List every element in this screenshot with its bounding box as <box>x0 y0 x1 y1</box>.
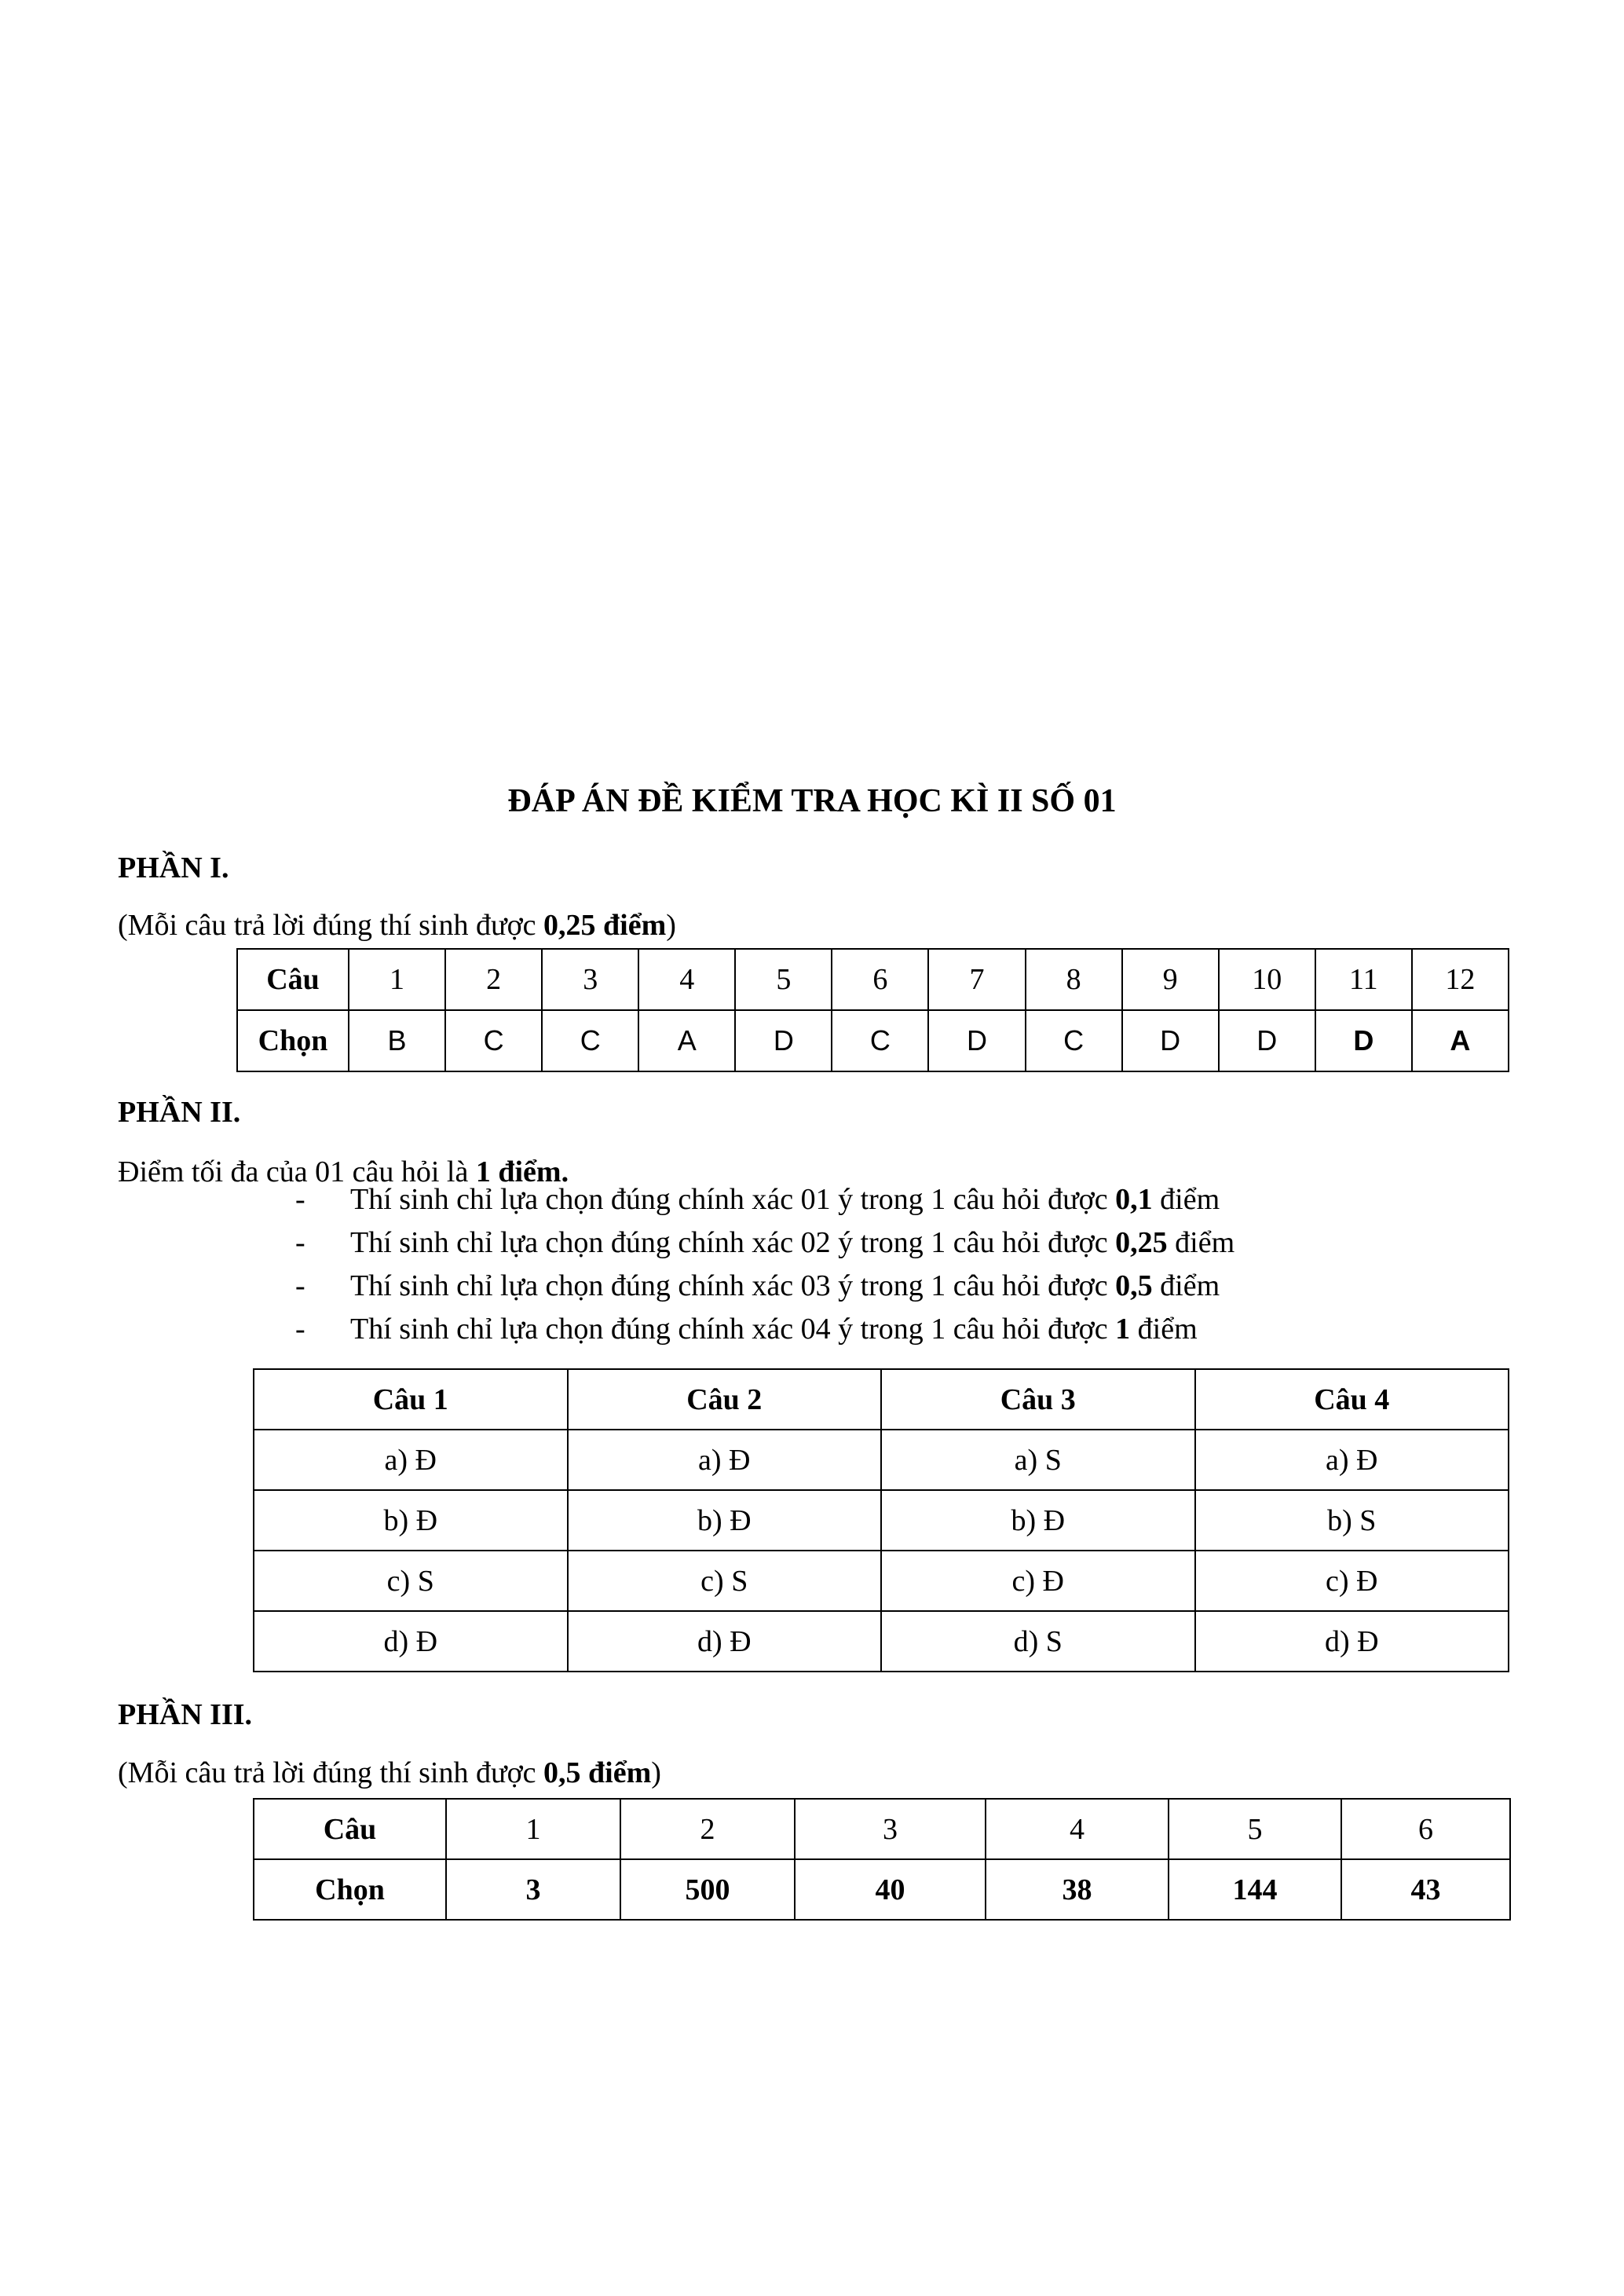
table-row <box>254 1551 1509 1611</box>
question-number: 4 <box>638 949 735 1010</box>
table-row <box>254 1490 1509 1551</box>
answer-choice: D <box>1219 1010 1315 1071</box>
answer-value: 3 <box>446 1859 620 1920</box>
question-number: 7 <box>928 949 1025 1010</box>
table-cell: d) S <box>881 1611 1195 1672</box>
rule-text: Thí sinh chỉ lựa chọn đúng chính xác 02 ý trong 1 câu hỏi được <box>350 1226 1116 1259</box>
table-row <box>254 1611 1509 1672</box>
table-cell: a) Đ <box>568 1430 882 1490</box>
column-header: Câu 1 <box>254 1369 568 1430</box>
row-header-answer: Chọn <box>254 1859 446 1920</box>
table-cell: b) S <box>1195 1490 1509 1551</box>
answer-choice: D <box>928 1010 1025 1071</box>
rule-text: Thí sinh chỉ lựa chọn đúng chính xác 01 ý trong 1 câu hỏi được <box>350 1183 1116 1216</box>
answer-value: 40 <box>795 1859 986 1920</box>
answer-choice: D <box>1315 1010 1412 1071</box>
question-number: 6 <box>832 949 928 1010</box>
question-number: 3 <box>542 949 638 1010</box>
question-number: 1 <box>446 1799 620 1859</box>
table-cell: d) Đ <box>568 1611 882 1672</box>
answer-choice: D <box>1122 1010 1219 1071</box>
answer-value: 38 <box>986 1859 1169 1920</box>
row-header-answer: Chọn <box>237 1010 349 1071</box>
question-number: 10 <box>1219 949 1315 1010</box>
question-number: 1 <box>349 949 445 1010</box>
rule-suffix: điểm <box>1167 1226 1235 1259</box>
rule-points: 0,25 <box>1115 1226 1168 1259</box>
part-3-heading: PHẦN III. <box>118 1698 253 1731</box>
part-3-note-prefix: (Mỗi câu trả lời đúng thí sinh được <box>118 1756 544 1789</box>
answer-choice: C <box>445 1010 542 1071</box>
answer-choice: D <box>735 1010 832 1071</box>
answer-choice: C <box>832 1010 928 1071</box>
table-cell: d) Đ <box>1195 1611 1509 1672</box>
table-cell: b) Đ <box>568 1490 882 1551</box>
table-cell: a) S <box>881 1430 1195 1490</box>
page-title: ĐÁP ÁN ĐỀ KIỂM TRA HỌC KÌ II SỐ 01 <box>507 783 1117 819</box>
rule-text: Thí sinh chỉ lựa chọn đúng chính xác 04 ý trong 1 câu hỏi được <box>350 1313 1116 1346</box>
question-number: 9 <box>1122 949 1219 1010</box>
part-3-note-points: 0,5 điểm <box>543 1756 652 1789</box>
table-cell: d) Đ <box>254 1611 568 1672</box>
table-row <box>254 1799 1510 1859</box>
rule-suffix: điểm <box>1152 1269 1220 1302</box>
part-2-max-points: 1 điểm. <box>475 1155 569 1188</box>
question-number: 11 <box>1315 949 1412 1010</box>
list-dash: - <box>295 1313 305 1346</box>
answer-choice: A <box>1412 1010 1509 1071</box>
rule-points: 1 <box>1115 1313 1131 1346</box>
table-cell: a) Đ <box>1195 1430 1509 1490</box>
rule-points: 0,1 <box>1115 1183 1153 1216</box>
answer-value: 144 <box>1169 1859 1341 1920</box>
list-dash: - <box>295 1269 305 1302</box>
table-row <box>237 1010 1509 1071</box>
table-cell: b) Đ <box>254 1490 568 1551</box>
part-3-scoring-note <box>118 1752 661 1794</box>
question-number: 2 <box>445 949 542 1010</box>
rule-points: 0,5 <box>1115 1269 1153 1302</box>
question-number: 8 <box>1026 949 1122 1010</box>
table-cell: c) S <box>568 1551 882 1611</box>
list-item <box>295 1308 1234 1351</box>
table-row <box>254 1859 1510 1920</box>
list-item <box>295 1178 1234 1221</box>
rule-suffix: điểm <box>1152 1183 1220 1216</box>
row-header-question: Câu <box>254 1799 446 1859</box>
list-item <box>295 1265 1234 1308</box>
question-number: 3 <box>795 1799 986 1859</box>
question-number: 6 <box>1341 1799 1510 1859</box>
part-1-heading: PHẦN I. <box>118 851 229 884</box>
part-3-note-suffix: ) <box>651 1756 661 1789</box>
answer-choice: C <box>1026 1010 1122 1071</box>
table-cell: c) Đ <box>881 1551 1195 1611</box>
part-2-heading: PHẦN II. <box>118 1096 241 1129</box>
part-3-answer-table <box>253 1798 1511 1921</box>
part-2-answer-table <box>253 1368 1509 1672</box>
column-header: Câu 4 <box>1195 1369 1509 1430</box>
table-row <box>254 1369 1509 1430</box>
question-number: 5 <box>1169 1799 1341 1859</box>
list-dash: - <box>295 1226 305 1259</box>
answer-value: 43 <box>1341 1859 1510 1920</box>
table-cell: c) Đ <box>1195 1551 1509 1611</box>
part-1-answer-table <box>236 948 1509 1072</box>
part-1-note-points: 0,25 điểm <box>543 909 667 942</box>
part-2-rules-list <box>295 1178 1234 1351</box>
question-number: 2 <box>620 1799 795 1859</box>
question-number: 12 <box>1412 949 1509 1010</box>
part-1-note-prefix: (Mỗi câu trả lời đúng thí sinh được <box>118 909 544 942</box>
list-dash: - <box>295 1183 305 1216</box>
rule-text: Thí sinh chỉ lựa chọn đúng chính xác 03 ý trong 1 câu hỏi được <box>350 1269 1116 1302</box>
list-item <box>295 1221 1234 1265</box>
table-row <box>254 1430 1509 1490</box>
column-header: Câu 3 <box>881 1369 1195 1430</box>
answer-choice: A <box>638 1010 735 1071</box>
table-row <box>237 949 1509 1010</box>
question-number: 4 <box>986 1799 1169 1859</box>
question-number: 5 <box>735 949 832 1010</box>
column-header: Câu 2 <box>568 1369 882 1430</box>
rule-suffix: điểm <box>1130 1313 1198 1346</box>
table-cell: c) S <box>254 1551 568 1611</box>
table-cell: a) Đ <box>254 1430 568 1490</box>
part-1-scoring-note <box>118 904 676 947</box>
part-1-note-suffix: ) <box>666 909 676 942</box>
table-cell: b) Đ <box>881 1490 1195 1551</box>
answer-choice: B <box>349 1010 445 1071</box>
answer-value: 500 <box>620 1859 795 1920</box>
row-header-question: Câu <box>237 949 349 1010</box>
part-2-max-prefix: Điểm tối đa của 01 câu hỏi là <box>118 1155 476 1188</box>
answer-choice: C <box>542 1010 638 1071</box>
